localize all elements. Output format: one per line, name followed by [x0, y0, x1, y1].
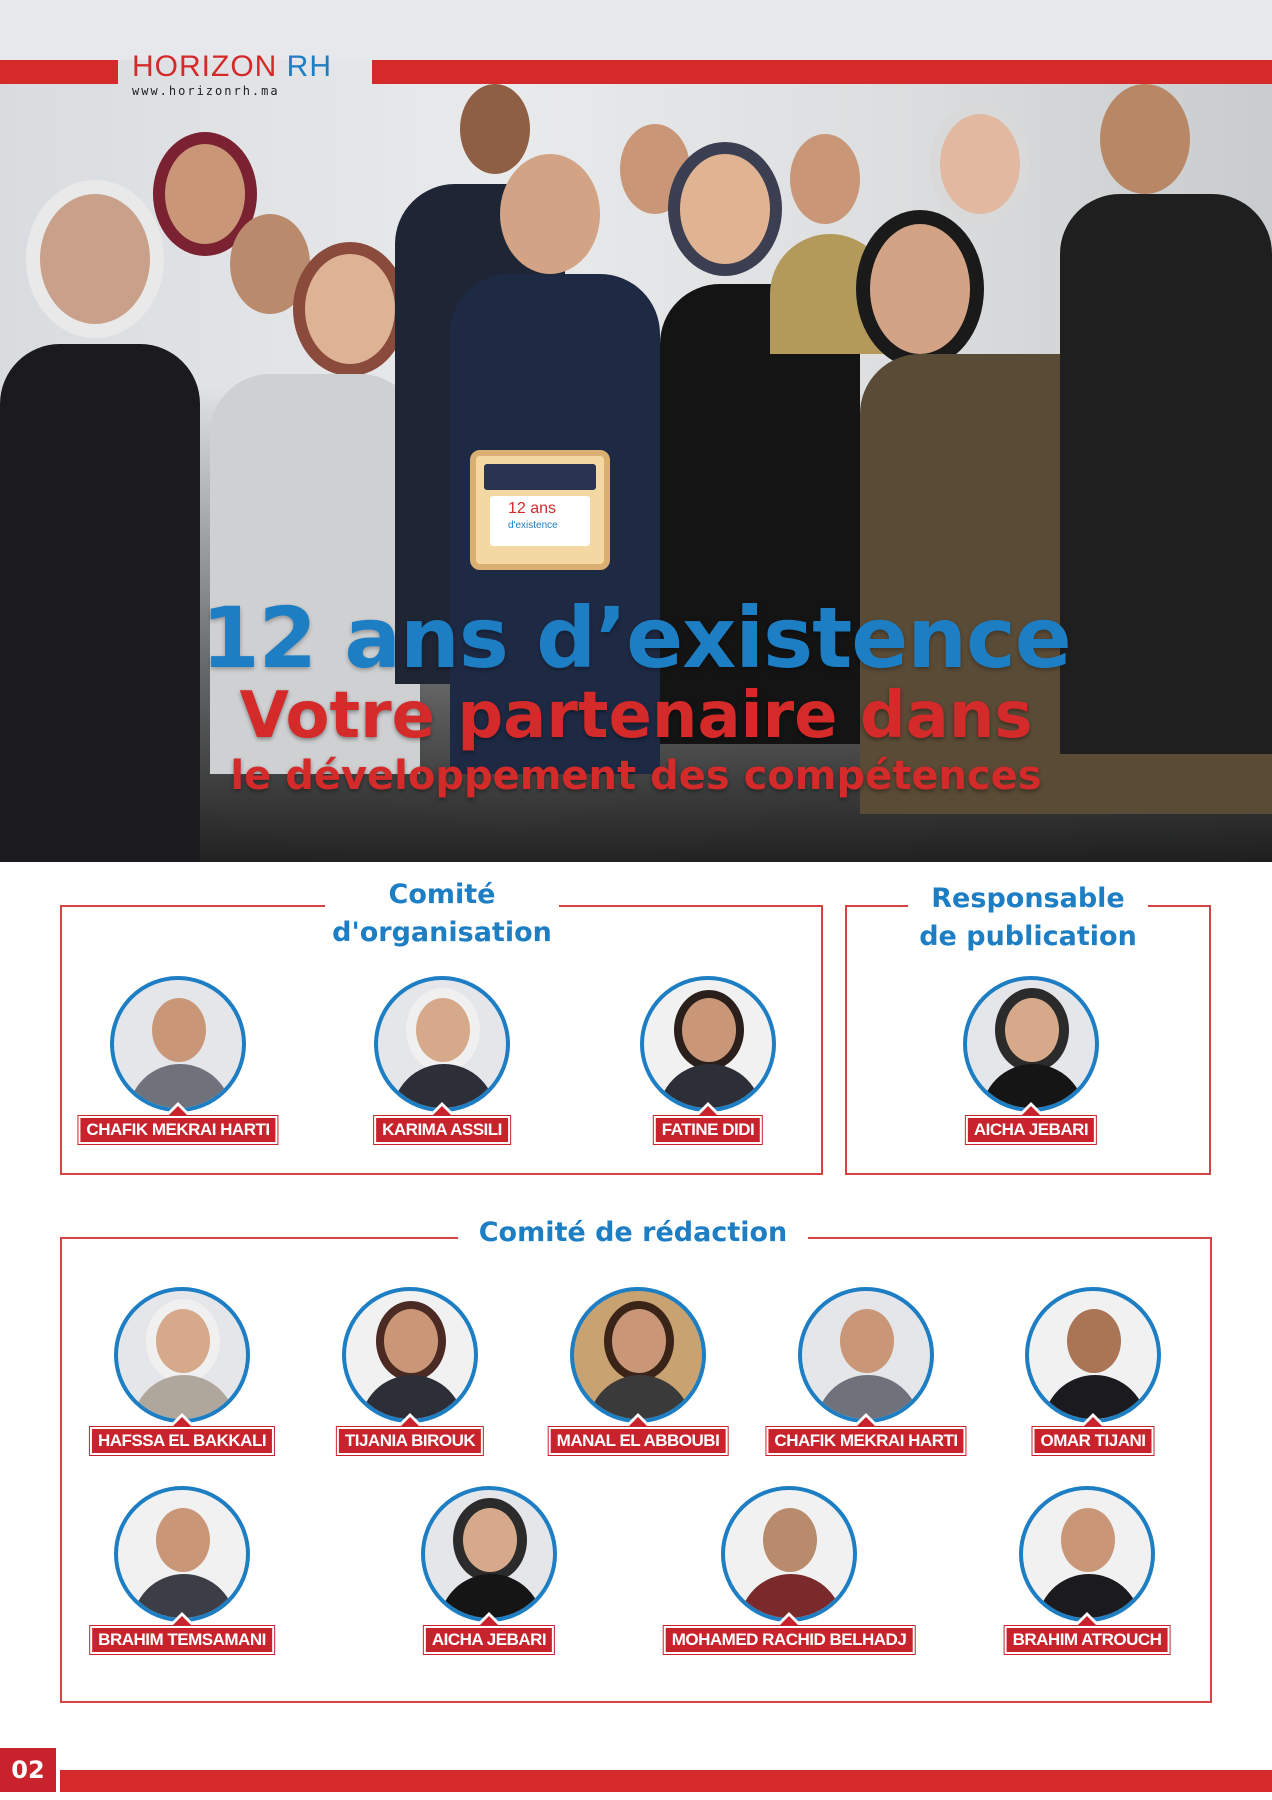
member-card	[379, 1486, 599, 1666]
pointer-icon	[775, 1612, 803, 1626]
pointer-icon	[694, 1102, 722, 1116]
pointer-icon	[624, 1413, 652, 1427]
member-card	[598, 976, 818, 1156]
brand-name	[132, 52, 362, 82]
hero-photo	[0, 0, 1272, 862]
header-bar-right	[372, 60, 1272, 84]
member-photo	[421, 1486, 557, 1622]
member-name: AICHA JEBARI	[966, 1116, 1096, 1144]
member-name: KARIMA ASSILI	[374, 1116, 510, 1144]
member-photo	[798, 1287, 934, 1423]
organisation-title-line1: Comité	[388, 879, 496, 910]
member-card	[921, 976, 1141, 1156]
member-photo	[114, 1287, 250, 1423]
brand-logo	[132, 52, 362, 98]
pointer-icon	[852, 1413, 880, 1427]
member-photo	[1025, 1287, 1161, 1423]
member-name: CHAFIK MEKRAI HARTI	[766, 1427, 965, 1455]
pointer-icon	[475, 1612, 503, 1626]
member-name: MANAL EL ABBOUBI	[549, 1427, 728, 1455]
member-photo	[963, 976, 1099, 1112]
member-name: AICHA JEBARI	[424, 1626, 554, 1654]
member-photo	[721, 1486, 857, 1622]
cake-subtext: d'existence	[508, 520, 558, 531]
publication-title	[908, 880, 1148, 956]
member-card	[671, 1486, 907, 1666]
member-card	[528, 1287, 748, 1467]
brand-name-part2: RH	[286, 50, 333, 83]
member-card	[72, 1287, 292, 1467]
member-photo	[570, 1287, 706, 1423]
publication-title-line2: de publication	[919, 921, 1137, 952]
publication-title-line1: Responsable	[931, 883, 1125, 914]
headline-line2: Votre partenaire dans	[239, 679, 1033, 753]
member-photo	[640, 976, 776, 1112]
redaction-title: Comité de rédaction	[458, 1214, 808, 1252]
member-name: MOHAMED RACHID BELHADJ	[664, 1626, 915, 1654]
member-photo	[374, 976, 510, 1112]
member-photo	[342, 1287, 478, 1423]
pointer-icon	[164, 1102, 192, 1116]
member-card	[72, 1486, 292, 1666]
member-name: BRAHIM TEMSAMANI	[90, 1626, 274, 1654]
member-name: BRAHIM ATROUCH	[1005, 1626, 1170, 1654]
member-card	[300, 1287, 520, 1467]
member-card	[983, 1287, 1203, 1467]
pointer-icon	[168, 1612, 196, 1626]
member-card	[756, 1287, 976, 1467]
anniversary-cake	[470, 450, 610, 570]
member-name: TIJANIA BIROUK	[337, 1427, 483, 1455]
footer-bar	[60, 1770, 1272, 1792]
organisation-title	[325, 876, 559, 952]
member-name: FATINE DIDI	[654, 1116, 762, 1144]
pointer-icon	[1079, 1413, 1107, 1427]
pointer-icon	[168, 1413, 196, 1427]
pointer-icon	[396, 1413, 424, 1427]
pointer-icon	[1017, 1102, 1045, 1116]
cake-text: 12 ans	[508, 500, 557, 517]
headline	[0, 589, 1272, 802]
header-bar-left	[0, 60, 118, 84]
member-photo	[110, 976, 246, 1112]
brand-url: www.horizonrh.ma	[132, 84, 280, 98]
member-photo	[1019, 1486, 1155, 1622]
member-card	[977, 1486, 1197, 1666]
pointer-icon	[428, 1102, 456, 1116]
organisation-title-line2: d'organisation	[332, 917, 552, 948]
pointer-icon	[1073, 1612, 1101, 1626]
brand-name-part1: HORIZON	[132, 50, 278, 83]
headline-line3: le développement des compétences	[230, 753, 1042, 799]
member-card	[332, 976, 552, 1156]
member-name: CHAFIK MEKRAI HARTI	[78, 1116, 277, 1144]
page-number: 02	[0, 1748, 56, 1792]
member-name: OMAR TIJANI	[1033, 1427, 1154, 1455]
member-card	[68, 976, 288, 1156]
member-photo	[114, 1486, 250, 1622]
headline-line1: 12 ans d’existence	[201, 589, 1071, 687]
member-name: HAFSSA EL BAKKALI	[90, 1427, 274, 1455]
